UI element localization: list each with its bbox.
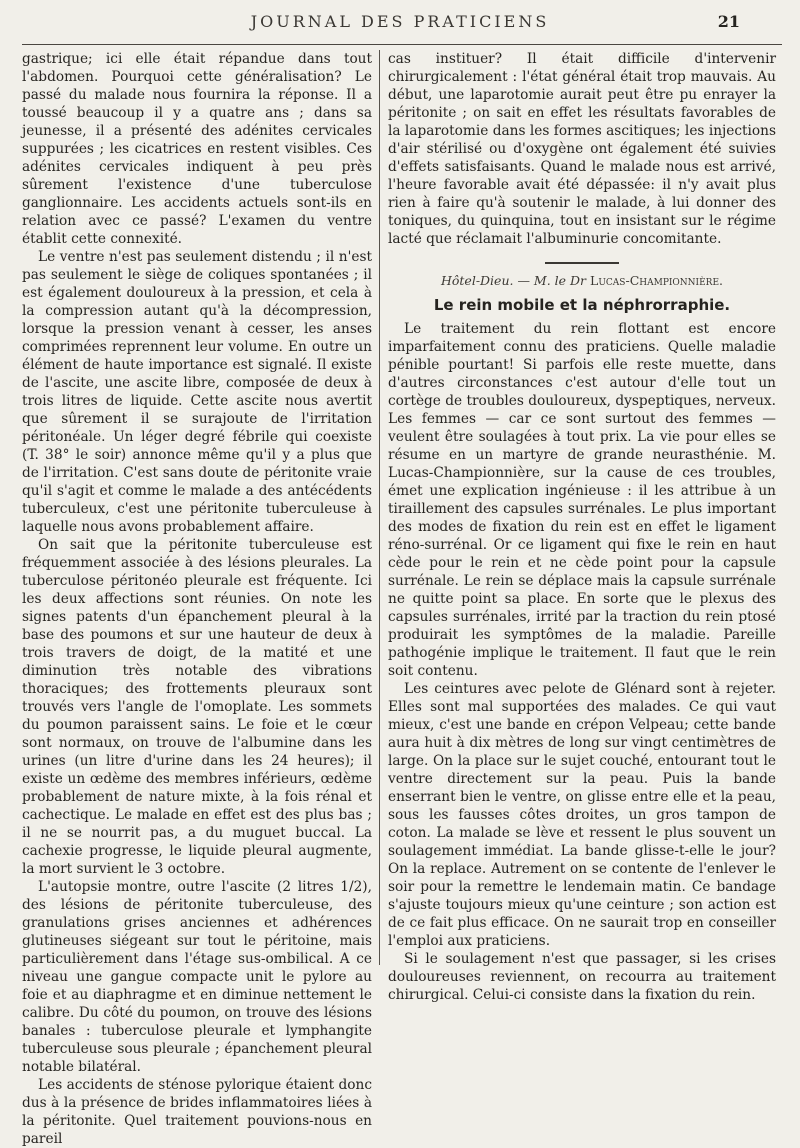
paragraph: cas instituer? Il était difficile d'intervenir chirurgicalement : l'état général était trop mauvais. Au début, une laparotomie aurait peut être pu enrayer la péritonite ; on sait en effet les résultats favorables de la laparotomie dans les formes ascitiques; les injections d'air stérilisé ou d'oxygène ont également été suivies d'effets satisfaisants. Quand le malade nous est arrivé, l'heure favorable avait été dépassée: il n'y avait plus rien à faire qu'à soutenir le malade, à lui donner des toniques, du quinquina, tout en insistant sur le régime lacté que réclamait l'albuminurie concomitante. — [388, 51, 776, 247]
section-place: Hôtel-Dieu. — M. le Dr — [440, 273, 587, 288]
section-author: Lucas-Championnière. — [590, 273, 724, 288]
header-rule — [22, 44, 782, 45]
column-divider — [379, 50, 380, 965]
paragraph: L'autopsie montre, outre l'ascite (2 litres 1/2), des lésions de péritonite tuberculeuse, des granulations grises anciennes et adhérences glutineuses siégeant sur tout le péritoine, mais particulièrement dans l'étage sus-ombilical. A ce niveau une gangue compacte unit le pylore au foie et au diaphragme et en diminue nettement le calibre. Du côté du poumon, on trouve des lésions banales : tuberculose pleurale et lymphangite tuberculeuse sous pleurale ; épanchement pleural notable bilatéral. — [22, 879, 372, 1075]
paragraph: Les accidents de sténose pylorique étaient donc dus à la présence de brides inflammatoires liées à la péritonite. Quel traitement pouvions-nous en pareil — [22, 1077, 372, 1147]
paragraph: On sait que la péritonite tuberculeuse est fréquemment associée à des lésions pleurales. La tuberculose péritonéo pleurale est fréquente. Ici les deux affections sont réunies. On note les signes patents d'un épanchement pleural à la base des poumons et sur une hauteur de deux à trois travers de doigt, de la matité et une diminution très notable des vibrations thoraciques; des frottements pleuraux sont trouvés vers l'angle de l'omoplate. Les sommets du poumon paraissent sains. Le foie et le cœur sont normaux, on trouve de l'albumine dans les urines (un litre d'urine dans les 24 heures); il existe un œdème des membres inférieurs, œdème probablement de nature mixte, à la fois rénal et cachectique. Le malade en effet est des plus bas ; il ne se nourrit pas, a du muguet buccal. La cachexie progresse, le liquide pleural augmente, la mort survient le 3 octobre. — [22, 537, 372, 877]
section-separator — [545, 262, 619, 264]
paragraph: Si le soulagement n'est que passager, si les crises douloureuses reviennent, on recourra au traitement chirurgical. Celui-ci consiste dans la fixation du rein. — [388, 951, 776, 1003]
paragraph: Le ventre n'est pas seulement distendu ; il n'est pas seulement le siège de coliques spontanées ; il est également douloureux à la pression, et cela à la compression autant qu'à la décompression, lorsque la pression venant à cesser, les anses comprimées reprennent leur volume. En outre un élément de haute importance est signalé. Il existe de l'ascite, une ascite libre, composée de deux à trois litres de liquide. Cette ascite nous avertit que sûrement il se surajoute de l'irritation péritonéale. Un léger degré fébrile qui coexiste (T. 38° le soir) annonce même qu'il y a plus que de l'irritation. C'est sans doute de péritonite vraie qu'il s'agit et comme le malade a des antécédents tuberculeux, c'est une péritonite tuberculeuse à laquelle nous avons probablement affaire. — [22, 249, 372, 535]
paragraph: gastrique; ici elle était répandue dans tout l'abdomen. Pourquoi cette généralisation? Le passé du malade nous fournira la réponse. Il a toussé beaucoup il y a quatre ans ; dans sa jeunesse, il a présenté des adénites cervicales suppurées ; les cicatrices en restent visibles. Ces adénites cervicales indiquent à peu près sûrement l'existence d'une tuberculose ganglionnaire. Les accidents actuels sont-ils en relation avec ce passé? L'examen du ventre établit cette connexité. — [22, 51, 372, 247]
section-byline — [388, 272, 776, 290]
running-head — [0, 12, 800, 36]
journal-title: JOURNAL DES PRATICIENS — [250, 12, 550, 31]
right-column — [388, 50, 776, 1004]
paragraph: Les ceintures avec pelote de Glénard sont à rejeter. Elles sont mal supportées des malades. Ce qui vaut mieux, c'est une bande en crépon Velpeau; cette bande aura huit à dix mètres de long sur vingt centimètres de large. On la place sur le sujet couché, entourant tout le ventre directement sur la peau. Puis la bande enserrant bien le ventre, on glisse entre elle et la peau, sous les fausses côtes droites, un gros tampon de coton. La malade se lève et ressent le plus souvent un soulagement immédiat. La bande glisse-t-elle le jour? On la replace. Autrement on se contente de l'enlever le soir pour la remettre le lendemain matin. Ce bandage s'ajuste toujours mieux qu'une ceinture ; son action est de ce fait plus efficace. On ne saurait trop en conseiller l'emploi aux praticiens. — [388, 681, 776, 949]
article-title: Le rein mobile et la néphrorraphie. — [433, 296, 731, 314]
left-column — [22, 50, 372, 1148]
page-number: 21 — [717, 12, 740, 31]
paragraph: Le traitement du rein flottant est encore imparfaitement connu des praticiens. Quelle maladie pénible pourtant! Si parfois elle reste muette, dans d'autres circonstances c'est autour d'elle tout un cortège de troubles douloureux, dyspeptiques, nerveux. Les femmes — car ce sont surtout des femmes — veulent être soulagées à tout prix. La vie pour elles se résume en un martyre de grande neurasthénie. M. Lucas-Championnière, sur la cause de ces troubles, émet une explication ingénieuse : il les attribue à un tiraillement des capsules surrénales. Le plus important des modes de fixation du rein est en effet le ligament réno-surrénal. Or ce ligament qui fixe le rein en haut cède pour le rein et ne cède point pour la capsule surrénale. Le rein se déplace mais la capsule surrénale ne quitte point sa place. En sorte que le plexus des capsules surrénales, irrité par la traction du rein ptosé produirait les symptômes de la maladie. Pareille pathogénie implique le traitement. Il faut que le rein soit contenu. — [388, 321, 776, 679]
